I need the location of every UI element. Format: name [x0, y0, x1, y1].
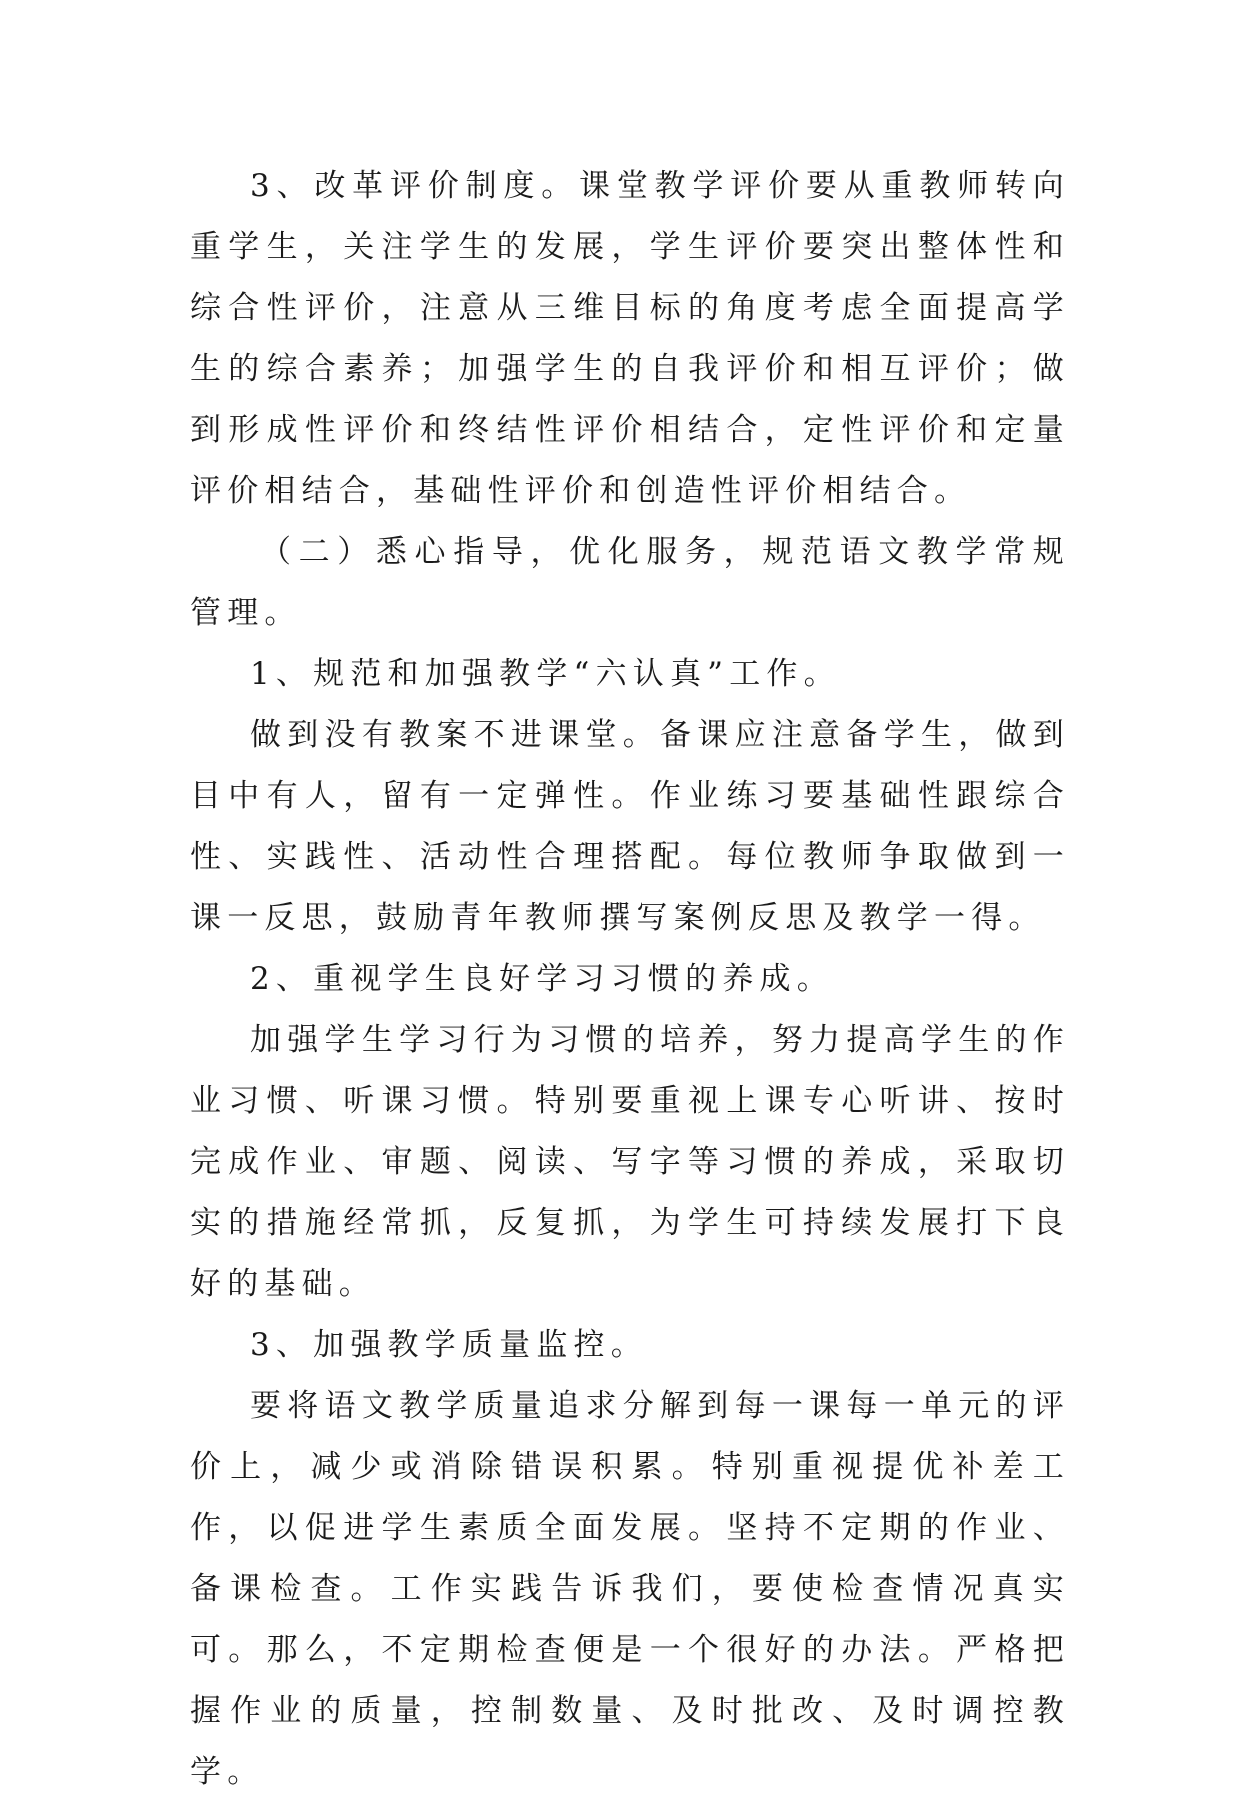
paragraph-reform-evaluation: 3、改革评价制度。课堂教学评价要从重教师转向重学生，关注学生的发展，学生评价要突出整体性和综合性评价，注意从三维目标的角度考虑全面提高学生的综合素养；加强学生的自我评价和相互评价；做到形成性评价和终结性评价相结合，定性评价和定量评价相结合，基础性评价和创造性评价相结合。 [190, 168, 1070, 509]
subheading-study-habits: 2、重视学生良好学习习惯的养成。 [250, 961, 834, 997]
subheading-six-diligence: 1、规范和加强教学“六认真”工作。 [250, 656, 841, 692]
document-body [190, 156, 1070, 1803]
paragraph-quality-monitoring: 要将语文教学质量追求分解到每一课每一单元的评价上，减少或消除错误积累。特别重视提优补差工作，以促进学生素质全面发展。坚持不定期的作业、备课检查。工作实践告诉我们，要使检查情况真实可。那么，不定期检查便是一个很好的办法。严格把握作业的质量，控制数量、及时批改、及时调控教学。 [190, 1388, 1070, 1790]
paragraph-lesson-preparation: 做到没有教案不进课堂。备课应注意备学生，做到目中有人，留有一定弹性。作业练习要基础性跟综合性、实践性、活动性合理搭配。每位教师争取做到一课一反思，鼓励青年教师撰写案例反思及教学一得。 [190, 717, 1070, 936]
section-heading-two: （二）悉心指导，优化服务，规范语文教学常规管理。 [190, 534, 1070, 631]
subheading-quality-monitoring: 3、加强教学质量监控。 [250, 1327, 648, 1363]
paragraph-study-habits: 加强学生学习行为习惯的培养，努力提高学生的作业习惯、听课习惯。特别要重视上课专心听讲、按时完成作业、审题、阅读、写字等习惯的养成，采取切实的措施经常抓，反复抓，为学生可持续发展打下良好的基础。 [190, 1022, 1070, 1302]
